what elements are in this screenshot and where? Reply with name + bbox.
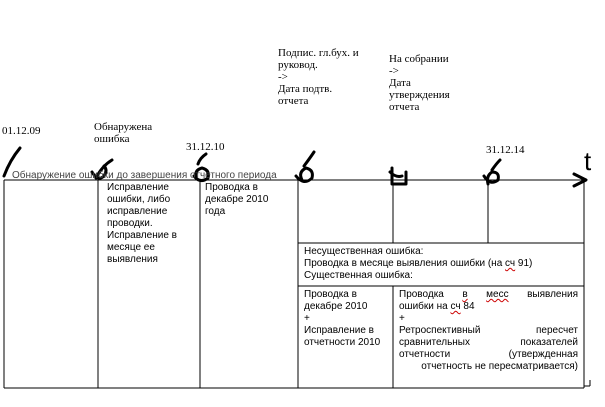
cell-significant-left <box>304 289 388 349</box>
insignificant-text-prefix: Проводка в месяце выявления ошибки (на <box>304 258 506 269</box>
insignificant-title: Несущественная ошибка: <box>304 246 424 257</box>
cell-dec-posting-l3: года <box>205 206 226 217</box>
label-meeting-line4: утверждения <box>389 89 450 101</box>
cell-correction-l2: ошибки, либо <box>107 194 171 205</box>
sig-left-l5: отчетности 2010 <box>304 337 381 348</box>
sig-left-l2: декабре 2010 <box>304 301 368 312</box>
label-meeting-line5: отчета <box>389 101 420 113</box>
label-meeting <box>389 53 450 113</box>
insignificant-text-sq: сч <box>505 258 516 269</box>
sig-right-l2-sq: сч <box>450 301 461 312</box>
label-meeting-line2: -> <box>389 65 399 77</box>
timeline-overlap-text: Обнаружение ошибки до завершения отчетного периода <box>12 170 277 181</box>
label-sign-line2: руковод. <box>278 59 318 71</box>
label-sign <box>278 47 359 107</box>
sig-right-l2-a: ошибки на <box>399 301 451 312</box>
cell-correction-l1: Исправление <box>107 182 169 193</box>
label-found-line2: ошибка <box>94 133 130 145</box>
label-meeting-line3: Дата <box>389 77 411 89</box>
marker-sign <box>296 152 314 182</box>
sig-right-l1-c: выявления <box>508 289 579 300</box>
cell-dec-posting <box>205 182 293 218</box>
cell-dec-posting-l1: Проводка в <box>205 182 258 193</box>
sig-left-l3: + <box>304 313 310 324</box>
marker-meeting <box>390 168 406 184</box>
label-sign-line4: Дата подтв. <box>278 83 333 95</box>
sig-right-l1-sq1: в <box>462 289 468 300</box>
label-found <box>94 121 152 145</box>
sig-right-l1-b <box>468 289 487 300</box>
sig-right-l4: Ретроспективный пересчет <box>399 325 578 336</box>
cell-correction-l6: месяце ее <box>107 242 155 253</box>
label-sign-line5: отчета <box>278 95 309 107</box>
insignificant-text-suffix: 91) <box>515 258 533 269</box>
cell-significant-right <box>399 289 578 373</box>
sig-right-l7: отчетность не пересматривается) <box>421 361 578 372</box>
sig-right-l3: + <box>399 313 405 324</box>
sig-right-l6: отчетности (утвержденная <box>399 349 578 360</box>
label-axis-t: t <box>584 146 592 176</box>
cell-error-types <box>304 246 582 282</box>
label-date-start: 01.12.09 <box>2 125 41 137</box>
sig-right-l1-a: Проводка <box>399 289 463 300</box>
sig-right-l2 <box>399 301 578 313</box>
label-sign-line1: Подпис. гл.бух. и <box>278 47 359 59</box>
cell-correction-l4: проводки. <box>107 218 153 229</box>
cell-correction-l3: исправление <box>107 206 168 217</box>
label-found-line1: Обнаружена <box>94 121 153 133</box>
sig-right-l1-sq2: месс <box>486 289 509 300</box>
sig-right-l2-b: 84 <box>460 301 475 312</box>
cell-correction <box>107 182 193 266</box>
sig-right-l5: сравнительных показателей <box>399 337 578 348</box>
sig-right-l1 <box>399 289 578 301</box>
cell-correction-l7: выявления <box>107 254 158 265</box>
label-sign-line3: -> <box>278 71 288 83</box>
label-date-end: 31.12.14 <box>486 144 525 156</box>
significant-title: Существенная ошибка: <box>304 270 413 281</box>
cell-dec-posting-l2: декабре 2010 <box>205 194 269 205</box>
cell-correction-l5: Исправление в <box>107 230 177 241</box>
label-meeting-line1: На собрании <box>389 53 449 65</box>
insignificant-text <box>304 258 582 270</box>
sig-left-l4: Исправление в <box>304 325 374 336</box>
label-date-mid: 31.12.10 <box>186 141 225 153</box>
sig-left-l1: Проводка в <box>304 289 357 300</box>
